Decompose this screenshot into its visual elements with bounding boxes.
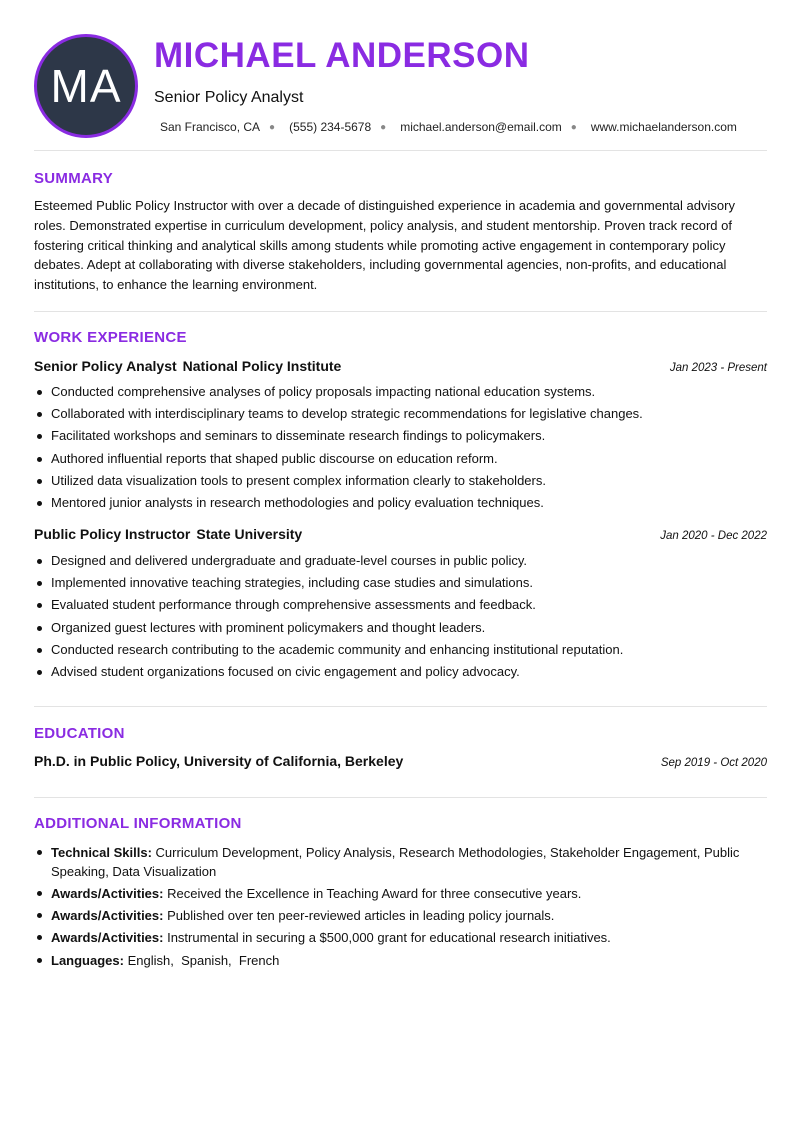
job-title: [34, 358, 341, 374]
separator-dot-icon: ●: [570, 121, 577, 133]
list-item: [34, 843, 767, 881]
list-item: Advised student organizations focused on civic engagement and policy advocacy.: [34, 664, 767, 686]
item-label: Technical Skills:: [51, 845, 152, 860]
list-item: Collaborated with interdisciplinary teams to develop strategic recommendations for legislative changes.: [34, 406, 767, 428]
item-label: Awards/Activities:: [51, 886, 164, 901]
education-degree: Ph.D. in Public Policy, University of California, Berkeley: [34, 753, 404, 769]
job-dates: Jan 2020 - Dec 2022: [660, 530, 767, 542]
additional-heading: ADDITIONAL INFORMATION: [34, 815, 242, 832]
list-item: [34, 951, 767, 970]
job-position: Public Policy Instructor: [34, 526, 191, 542]
job-title: [34, 526, 302, 542]
additional-list: [34, 843, 767, 973]
summary-heading: SUMMARY: [34, 170, 114, 187]
item-text: English, Spanish, French: [127, 953, 280, 968]
experience-heading: WORK EXPERIENCE: [34, 329, 187, 346]
job-header: [34, 358, 767, 374]
item-label: Awards/Activities:: [51, 930, 164, 945]
item-text: Instrumental in securing a $500,000 grant for educational research initiatives.: [167, 930, 611, 945]
job-position: Senior Policy Analyst: [34, 358, 177, 374]
separator-dot-icon: ●: [269, 121, 276, 133]
job-organization: State University: [196, 526, 303, 542]
list-item: Conducted research contributing to the academic community and enhancing institutional reputation.: [34, 642, 767, 664]
contact-website[interactable]: www.michaelanderson.com: [590, 120, 737, 134]
item-label: Languages:: [51, 953, 124, 968]
list-item: Authored influential reports that shaped public discourse on education reform.: [34, 451, 767, 473]
list-item: Evaluated student performance through comprehensive assessments and feedback.: [34, 597, 767, 619]
item-label: Awards/Activities:: [51, 908, 164, 923]
summary-text: Esteemed Public Policy Instructor with over a decade of distinguished experience in academia and governmental advisory roles. Demonstrated expertise in curriculum development, policy analysis, and student mentorship. Proven track record of fostering critical thinking and analytical skills among students while promoting active engagement in contemporary policy debates. Adept at collaborating with diverse stakeholders, including governmental agencies, non-profits, and educational institutions, to enhance the learning environment.: [34, 198, 735, 293]
job-bullets: [34, 384, 767, 517]
list-item: [34, 906, 767, 925]
list-item: Facilitated workshops and seminars to disseminate research findings to policymakers.: [34, 428, 767, 450]
list-item: Utilized data visualization tools to present complex information clearly to stakeholders.: [34, 473, 767, 495]
candidate-name: MICHAEL ANDERSON: [154, 36, 530, 75]
separator-dot-icon: ●: [380, 121, 387, 133]
list-item: [34, 884, 767, 903]
list-item: Conducted comprehensive analyses of policy proposals impacting national education systems.: [34, 384, 767, 406]
divider: [34, 150, 767, 151]
divider: [34, 797, 767, 798]
education-entry: [34, 753, 767, 769]
education-heading: EDUCATION: [34, 725, 125, 742]
divider: [34, 706, 767, 707]
item-text: Curriculum Development, Policy Analysis, Research Methodologies, Stakeholder Engagement, Public Speaking, Data Visualization: [51, 845, 740, 879]
avatar-initials: MA: [50, 60, 122, 112]
education-dates: Sep 2019 - Oct 2020: [660, 757, 767, 769]
list-item: Organized guest lectures with prominent policymakers and thought leaders.: [34, 620, 767, 642]
contact-phone: (555) 234-5678: [289, 120, 372, 134]
divider: [34, 311, 767, 312]
job-bullets: [34, 553, 767, 686]
contact-bar: [160, 120, 737, 134]
contact-location: San Francisco, CA: [160, 120, 261, 134]
item-text: Published over ten peer-reviewed articles in leading policy journals.: [167, 908, 555, 923]
list-item: Mentored junior analysts in research methodologies and policy evaluation techniques.: [34, 495, 767, 517]
candidate-role: Senior Policy Analyst: [154, 89, 304, 106]
avatar: [34, 34, 138, 138]
job-header: [34, 526, 767, 542]
job-organization: National Policy Institute: [182, 358, 342, 374]
list-item: [34, 928, 767, 947]
list-item: Designed and delivered undergraduate and graduate-level courses in public policy.: [34, 553, 767, 575]
contact-email[interactable]: michael.anderson@email.com: [400, 120, 562, 134]
list-item: Implemented innovative teaching strategies, including case studies and simulations.: [34, 575, 767, 597]
job-dates: Jan 2023 - Present: [669, 362, 767, 374]
item-text: Received the Excellence in Teaching Award for three consecutive years.: [167, 886, 582, 901]
